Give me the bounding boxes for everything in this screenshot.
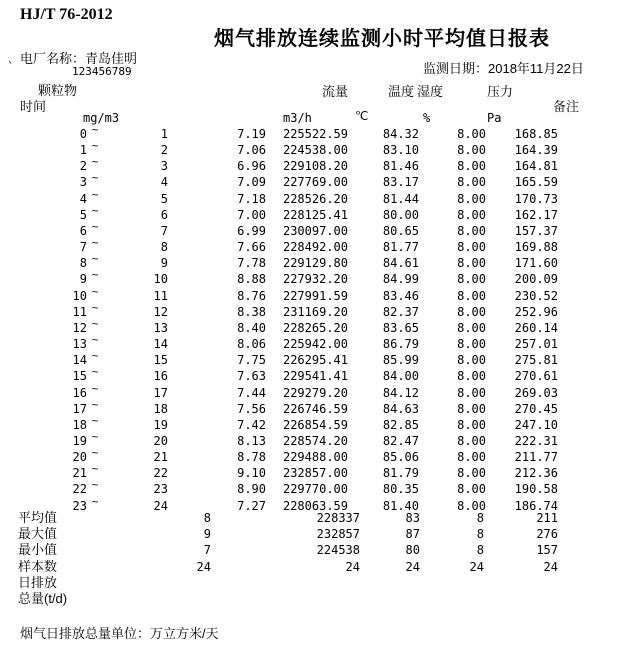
cell-temperature: 83.10 <box>382 143 419 158</box>
cell-hour-to: 14 <box>153 337 168 352</box>
cell-hour-from: 2 <box>79 159 87 174</box>
cell-hour-to: 20 <box>153 433 168 448</box>
cell-temperature: 81.44 <box>382 191 419 206</box>
cell-temperature: 24 <box>405 559 420 574</box>
cell-flow: 232857 <box>316 527 360 542</box>
cell-temperature: 80.65 <box>382 223 419 238</box>
cell-pressure: 169.88 <box>514 240 558 255</box>
cell-pressure: 211.77 <box>514 450 558 465</box>
cell-humidity <box>420 575 484 591</box>
cell-tilde: ~ <box>91 155 99 169</box>
cell-pressure: 200.09 <box>514 272 558 287</box>
cell-hour-to: 18 <box>153 401 168 416</box>
cell-humidity: 8.00 <box>457 143 486 158</box>
cell-humidity: 8.00 <box>457 385 486 400</box>
cell-particulate: 6.96 <box>237 159 266 174</box>
cell-hour-from: 10 <box>72 288 87 303</box>
cell-temperature: 81.77 <box>382 240 419 255</box>
unit-particulate: mg/m3 <box>83 111 120 125</box>
cell-temperature: 84.61 <box>382 256 419 271</box>
cell-hour-to: 13 <box>153 320 168 335</box>
table-row <box>0 591 624 607</box>
column-header-humidity: 湿度 <box>417 84 444 99</box>
cell-tilde: ~ <box>91 123 99 136</box>
summary-row-label: 最小值 <box>18 542 58 558</box>
cell-hour-from: 18 <box>72 417 87 432</box>
cell-particulate: 7.42 <box>237 417 266 432</box>
cell-hour-to: 22 <box>153 466 168 481</box>
cell-flow: 229770.00 <box>282 482 348 497</box>
cell-hour-from: 13 <box>72 337 87 352</box>
cell-temperature <box>360 575 420 591</box>
cell-flow: 226854.59 <box>282 417 348 432</box>
summary-row-label: 样本数 <box>18 558 58 574</box>
cell-humidity: 8.00 <box>457 304 486 319</box>
cell-hour-from: 8 <box>79 256 87 271</box>
cell-flow: 228063.59 <box>282 498 348 513</box>
cell-particulate <box>100 591 211 607</box>
cell-flow: 228125.41 <box>282 207 348 222</box>
plant-name: 电厂名称：青岛佳明 <box>20 51 138 66</box>
cell-flow: 226746.59 <box>282 401 348 416</box>
cell-pressure: 24 <box>543 559 558 574</box>
cell-hour-to: 11 <box>153 288 168 303</box>
cell-particulate: 7.56 <box>237 401 266 416</box>
cell-particulate: 7 <box>203 543 211 558</box>
cell-hour-from: 7 <box>79 240 87 255</box>
cell-humidity: 24 <box>469 559 484 574</box>
cell-humidity: 8.00 <box>457 417 486 432</box>
cell-temperature: 80.35 <box>382 482 419 497</box>
cell-hour-from: 6 <box>79 223 87 238</box>
cell-hour-from: 3 <box>79 175 87 190</box>
cell-temperature: 86.79 <box>382 337 419 352</box>
cell-flow: 229129.80 <box>282 256 348 271</box>
cell-humidity: 8.00 <box>457 256 486 271</box>
cell-hour-to: 16 <box>153 369 168 384</box>
cell-temperature: 84.99 <box>382 272 419 287</box>
cell-hour-from: 14 <box>72 353 87 368</box>
cell-flow: 224538 <box>316 543 360 558</box>
cell-humidity: 8.00 <box>457 191 486 206</box>
cell-pressure: 270.61 <box>514 369 558 384</box>
cell-tilde: ~ <box>91 349 99 363</box>
table-row <box>0 542 624 558</box>
cell-humidity: 8.00 <box>457 320 486 335</box>
cell-hour-from: 21 <box>72 466 87 481</box>
cell-tilde: ~ <box>91 446 99 460</box>
cell-particulate: 8.90 <box>237 482 266 497</box>
unit-humidity: % <box>423 111 431 125</box>
cell-hour-from: 20 <box>72 450 87 465</box>
cell-hour-from: 9 <box>79 272 87 287</box>
cell-temperature: 80.00 <box>382 207 419 222</box>
cell-hour-to: 8 <box>160 240 168 255</box>
column-header-particulate: 颗粒物 <box>38 83 78 98</box>
cell-hour-to: 5 <box>160 191 168 206</box>
cell-particulate: 7.00 <box>237 207 266 222</box>
cell-particulate: 7.44 <box>237 385 266 400</box>
summary-row-label: 日排放 <box>18 574 58 590</box>
cell-temperature: 83 <box>405 511 420 525</box>
cell-particulate: 7.66 <box>237 240 266 255</box>
cell-flow: 232857.00 <box>282 466 348 481</box>
cell-pressure: 168.85 <box>514 127 558 141</box>
cell-temperature: 81.46 <box>382 159 419 174</box>
cell-particulate: 8.13 <box>237 433 266 448</box>
cell-hour-to: 23 <box>153 482 168 497</box>
cell-humidity: 8.00 <box>457 223 486 238</box>
cell-pressure: 164.39 <box>514 143 558 158</box>
unit-pressure: Pa <box>487 111 502 125</box>
cell-hour-to: 7 <box>160 223 168 238</box>
cell-tilde: ~ <box>91 316 99 330</box>
cell-humidity: 8.00 <box>457 337 486 352</box>
cell-temperature: 81.79 <box>382 466 419 481</box>
cell-tilde: ~ <box>91 365 99 379</box>
cell-hour-to: 19 <box>153 417 168 432</box>
cell-temperature: 83.65 <box>382 320 419 335</box>
standard-code: HJ/T 76-2012 <box>20 6 113 23</box>
cell-temperature: 81.40 <box>382 498 419 513</box>
cell-particulate: 7.63 <box>237 369 266 384</box>
cell-tilde: ~ <box>91 478 99 492</box>
table-row <box>0 575 624 591</box>
cell-hour-to: 15 <box>153 353 168 368</box>
cell-pressure: 260.14 <box>514 320 558 335</box>
cell-tilde: ~ <box>91 381 99 395</box>
cell-particulate: 8.76 <box>237 288 266 303</box>
cell-particulate: 8.40 <box>237 320 266 335</box>
cell-flow: 228574.20 <box>282 433 348 448</box>
cell-particulate: 7.18 <box>237 191 266 206</box>
cell-particulate: 7.78 <box>237 256 266 271</box>
cell-tilde: ~ <box>91 413 99 427</box>
cell-tilde: ~ <box>91 219 99 233</box>
table-row <box>0 526 624 542</box>
cell-tilde: ~ <box>91 300 99 314</box>
cell-tilde: ~ <box>91 268 99 282</box>
cell-pressure: 252.96 <box>514 304 558 319</box>
plant-code: 123456789 <box>72 65 132 78</box>
cell-pressure: 212.36 <box>514 466 558 481</box>
cell-temperature: 85.06 <box>382 450 419 465</box>
cell-pressure: 164.81 <box>514 159 558 174</box>
table-row <box>0 510 624 526</box>
cell-humidity: 8.00 <box>457 450 486 465</box>
cell-hour-from: 22 <box>72 482 87 497</box>
unit-temperature: ℃ <box>355 109 369 123</box>
cell-flow: 24 <box>345 559 360 574</box>
cell-flow: 227769.00 <box>282 175 348 190</box>
cell-flow: 228265.20 <box>282 320 348 335</box>
cell-tilde: ~ <box>91 203 99 217</box>
column-header-time: 时间 <box>20 99 47 114</box>
cell-temperature <box>360 591 420 607</box>
cell-hour-from: 5 <box>79 207 87 222</box>
cell-humidity: 8.00 <box>457 207 486 222</box>
cell-pressure: 276 <box>536 527 558 542</box>
cell-pressure: 170.73 <box>514 191 558 206</box>
cell-hour-to: 2 <box>160 143 168 158</box>
cell-temperature: 82.47 <box>382 433 419 448</box>
cell-hour-from: 1 <box>79 143 87 158</box>
column-header-remark: 备注 <box>553 99 580 114</box>
report-title: 烟气排放连续监测小时平均值日报表 <box>214 28 550 50</box>
cell-hour-to: 21 <box>153 450 168 465</box>
summary-table <box>0 510 624 607</box>
cell-hour-from: 4 <box>79 191 87 206</box>
cell-flow: 228492.00 <box>282 240 348 255</box>
cell-particulate: 8.38 <box>237 304 266 319</box>
cell-pressure: 275.81 <box>514 353 558 368</box>
cell-hour-to: 4 <box>160 175 168 190</box>
cell-flow <box>211 591 360 607</box>
cell-humidity: 8 <box>476 511 484 525</box>
cell-hour-from: 11 <box>72 304 87 319</box>
cell-tilde: ~ <box>91 252 99 266</box>
cell-particulate: 7.75 <box>237 353 266 368</box>
column-header-temperature: 温度 <box>388 84 415 99</box>
cell-humidity: 8.00 <box>457 127 486 141</box>
cell-pressure: 162.17 <box>514 207 558 222</box>
cell-pressure: 171.60 <box>514 256 558 271</box>
cell-pressure: 269.03 <box>514 385 558 400</box>
cell-humidity: 8.00 <box>457 498 486 513</box>
cell-pressure: 230.52 <box>514 288 558 303</box>
table-row <box>0 559 624 575</box>
cell-temperature: 84.63 <box>382 401 419 416</box>
cell-hour-from: 0 <box>79 127 87 141</box>
cell-particulate: 24 <box>196 559 211 574</box>
cell-tilde: ~ <box>91 284 99 298</box>
cell-temperature: 80 <box>405 543 420 558</box>
cell-humidity: 8.00 <box>457 466 486 481</box>
hourly-table <box>0 123 624 514</box>
cell-hour-to: 17 <box>153 385 168 400</box>
cell-temperature: 87 <box>405 527 420 542</box>
cell-tilde: ~ <box>91 187 99 201</box>
cell-hour-to: 12 <box>153 304 168 319</box>
cell-tilde: ~ <box>91 139 99 153</box>
footer-note: 烟气日排放总量单位：万立方米/天 <box>20 626 219 641</box>
cell-pressure <box>484 575 558 591</box>
cell-temperature: 83.17 <box>382 175 419 190</box>
cell-particulate: 6.99 <box>237 223 266 238</box>
cell-pressure: 186.74 <box>514 498 558 513</box>
cell-particulate: 9.10 <box>237 466 266 481</box>
cell-particulate: 9 <box>203 527 211 542</box>
cell-pressure <box>484 591 558 607</box>
cell-tilde: ~ <box>91 429 99 443</box>
cell-tilde: ~ <box>91 462 99 476</box>
cell-tilde: ~ <box>91 494 99 508</box>
cell-temperature: 82.85 <box>382 417 419 432</box>
cell-flow: 226295.41 <box>282 353 348 368</box>
cell-flow <box>211 575 360 591</box>
cell-flow: 227932.20 <box>282 272 348 287</box>
cell-hour-to: 9 <box>160 256 168 271</box>
cell-humidity: 8.00 <box>457 401 486 416</box>
cell-pressure: 222.31 <box>514 433 558 448</box>
cell-pressure: 190.58 <box>514 482 558 497</box>
cell-temperature: 85.99 <box>382 353 419 368</box>
cell-temperature: 82.37 <box>382 304 419 319</box>
cell-hour-from: 19 <box>72 433 87 448</box>
cell-temperature: 84.12 <box>382 385 419 400</box>
cell-humidity: 8.00 <box>457 240 486 255</box>
cell-particulate <box>100 575 211 591</box>
cell-pressure: 157.37 <box>514 223 558 238</box>
cell-humidity: 8.00 <box>457 159 486 174</box>
cell-humidity: 8.00 <box>457 288 486 303</box>
cell-flow: 228526.20 <box>282 191 348 206</box>
unit-flow: m3/h <box>283 111 312 125</box>
cell-flow: 230097.00 <box>282 223 348 238</box>
cell-pressure: 270.45 <box>514 401 558 416</box>
cell-temperature: 84.32 <box>382 127 419 141</box>
cell-humidity: 8 <box>476 527 484 542</box>
cell-humidity: 8.00 <box>457 482 486 497</box>
column-header-flow: 流量 <box>322 84 349 99</box>
cell-hour-from: 23 <box>72 498 87 513</box>
cell-tilde: ~ <box>91 236 99 250</box>
cell-hour-from: 17 <box>72 401 87 416</box>
cell-hour-to: 3 <box>160 159 168 174</box>
cell-humidity <box>420 591 484 607</box>
cell-pressure: 211 <box>536 511 558 525</box>
summary-row-label: 总量(t/d) <box>18 590 68 606</box>
tick-mark: ` <box>7 60 15 74</box>
cell-hour-from: 12 <box>72 320 87 335</box>
cell-humidity: 8.00 <box>457 353 486 368</box>
column-header-pressure: 压力 <box>487 84 514 99</box>
cell-particulate: 8.06 <box>237 337 266 352</box>
cell-particulate: 7.06 <box>237 143 266 158</box>
cell-pressure: 247.10 <box>514 417 558 432</box>
cell-humidity: 8 <box>476 543 484 558</box>
cell-flow: 229488.00 <box>282 450 348 465</box>
cell-particulate: 7.19 <box>237 127 266 141</box>
monitor-date: 监测日期：2018年11月22日 <box>423 61 584 76</box>
cell-hour-to: 1 <box>160 127 168 141</box>
cell-hour-to: 6 <box>160 207 168 222</box>
cell-hour-from: 15 <box>72 369 87 384</box>
cell-temperature: 84.00 <box>382 369 419 384</box>
cell-flow: 231169.20 <box>282 304 348 319</box>
cell-pressure: 257.01 <box>514 337 558 352</box>
cell-humidity: 8.00 <box>457 369 486 384</box>
cell-hour-to: 24 <box>153 498 168 513</box>
cell-flow: 229279.20 <box>282 385 348 400</box>
cell-pressure: 157 <box>536 543 558 558</box>
cell-particulate: 8.88 <box>237 272 266 287</box>
cell-humidity: 8.00 <box>457 272 486 287</box>
cell-particulate: 7.27 <box>237 498 266 513</box>
cell-particulate: 8 <box>203 511 211 525</box>
cell-tilde: ~ <box>91 333 99 347</box>
cell-flow: 224538.00 <box>282 143 348 158</box>
cell-humidity: 8.00 <box>457 175 486 190</box>
cell-flow: 225942.00 <box>282 337 348 352</box>
cell-particulate: 8.78 <box>237 450 266 465</box>
cell-temperature: 83.46 <box>382 288 419 303</box>
cell-particulate: 7.09 <box>237 175 266 190</box>
cell-flow: 228337 <box>316 511 360 525</box>
cell-pressure: 165.59 <box>514 175 558 190</box>
cell-flow: 229108.20 <box>282 159 348 174</box>
cell-flow: 227991.59 <box>282 288 348 303</box>
cell-humidity: 8.00 <box>457 433 486 448</box>
cell-flow: 225522.59 <box>282 127 348 141</box>
cell-tilde: ~ <box>91 171 99 185</box>
summary-row-label: 平均值 <box>18 510 58 525</box>
cell-hour-to: 10 <box>153 272 168 287</box>
cell-hour-from: 16 <box>72 385 87 400</box>
cell-flow: 229541.41 <box>282 369 348 384</box>
summary-row-label: 最大值 <box>18 526 58 542</box>
cell-tilde: ~ <box>91 397 99 411</box>
